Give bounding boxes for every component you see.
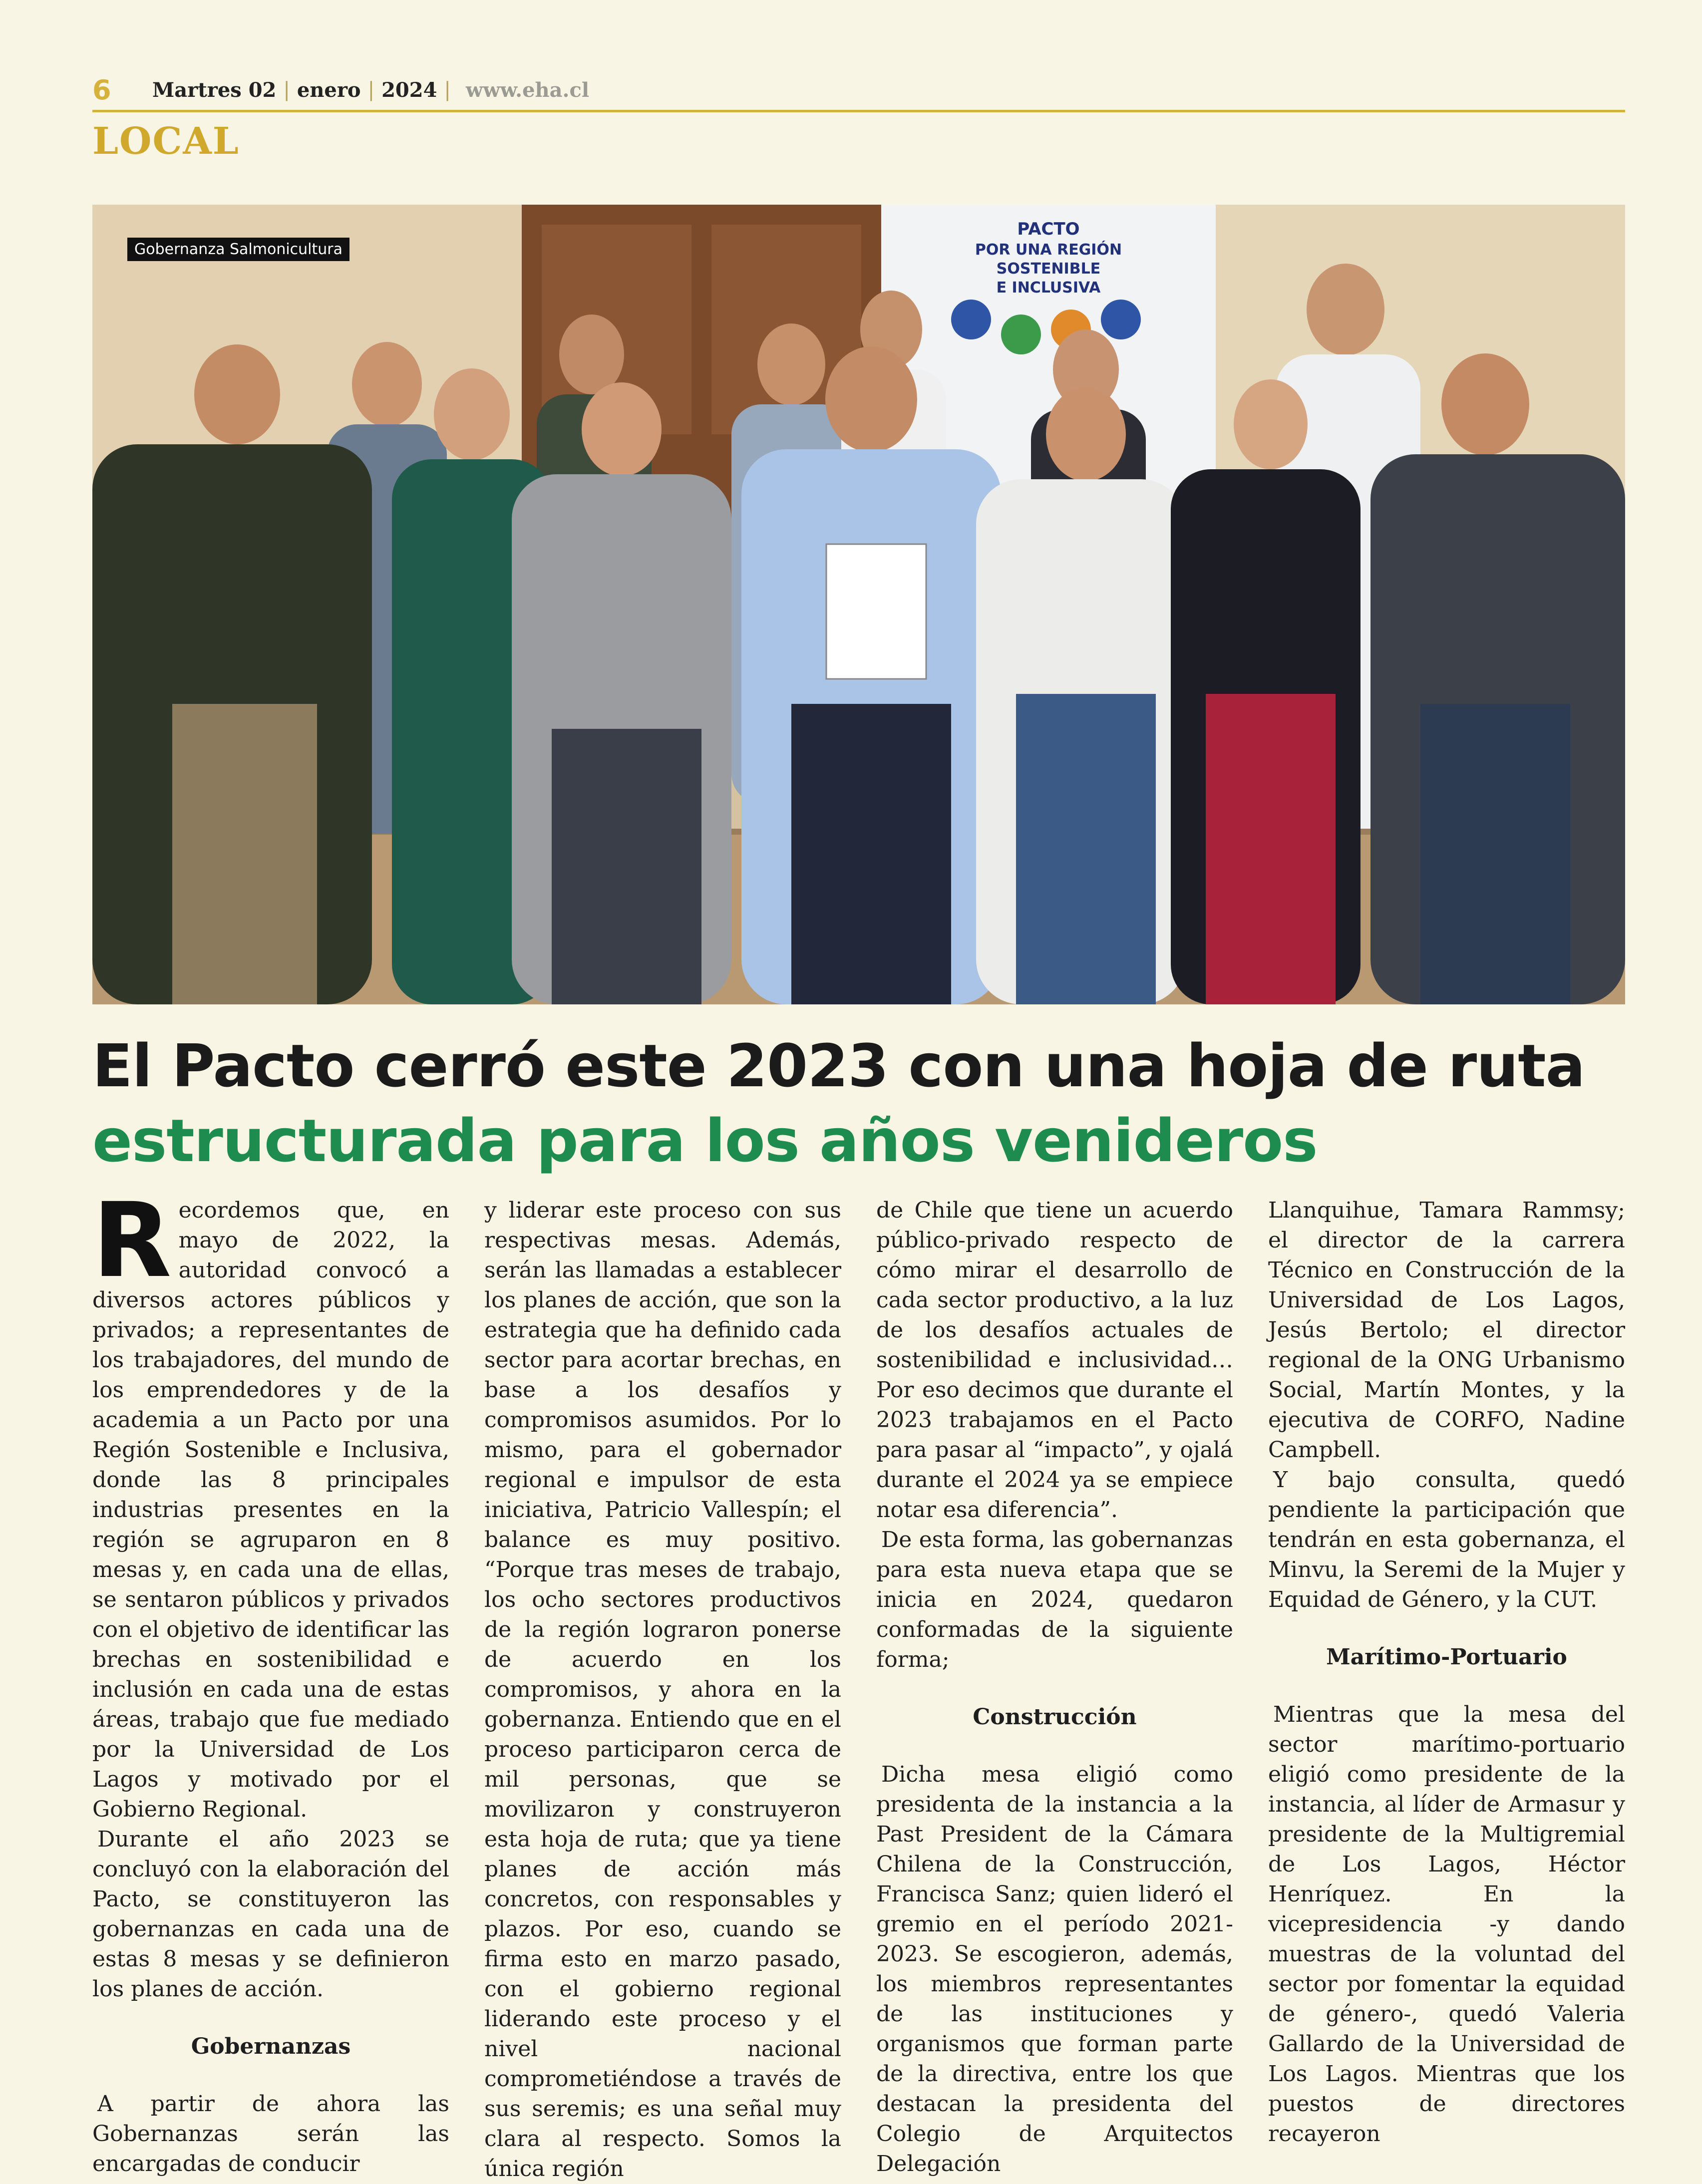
paragraph: De esta forma, las gobernanzas para esta nueva etapa que se inicia en 2024, quedaron conformadas de la siguiente forma; xyxy=(876,1527,1233,1672)
issue-month: enero xyxy=(297,78,361,102)
paragraph: Mientras que la mesa del sector marítimo-portuario eligió como presidente de la instancia, al líder de Armasur y presidente de la Multigremial de Los Lagos, Héctor Henríquez. En la vicepresidencia -y dando muestras de la voluntad del sector por fomentar la equidad de género-, quedó Valeria Gallardo de la Universidad de Los Lagos. Mientras que los puestos de directores recayeron xyxy=(1268,1702,1625,2147)
subheading-construccion: Construcción xyxy=(973,1704,1137,1730)
article-column-1 xyxy=(92,1181,449,2177)
issue-date xyxy=(152,78,451,102)
dropcap: R xyxy=(92,1181,172,1300)
issue-weekday: Martres 02 xyxy=(152,78,277,102)
article-column-2 xyxy=(484,1196,841,2182)
article-column-4 xyxy=(1268,1196,1625,2147)
issue-year: 2024 xyxy=(381,78,437,102)
paragraph: Y bajo consulta, quedó pendiente la participación que tendrán en esta gobernanza, el Minvu, la Seremi de la Mujer y Equidad de Género, y la CUT. xyxy=(1268,1467,1625,1612)
article-body xyxy=(92,1181,1625,2182)
signed-document xyxy=(826,544,926,679)
paragraph: Dicha mesa eligió como presidenta de la instancia a la Past President de la Cámara Chilena de la Construcción, Francisca Sanz; quien lideró el gremio en el período 2021-2023. Se escogieron, además, los miembros representantes de las instituciones y organismos que forman parte de la directiva, entre los que destacan la presidenta del Colegio de Arquitectos Delegación xyxy=(876,1762,1233,2177)
headline-line1: El Pacto cerró este 2023 con una hoja de ruta xyxy=(92,1031,1585,1100)
article-column-3 xyxy=(876,1196,1233,2177)
subheading-gobernanzas: Gobernanzas xyxy=(191,2034,351,2059)
page-header xyxy=(92,70,1625,112)
header-separator: | xyxy=(367,78,375,101)
photo-caption: Gobernanza Salmonicultura xyxy=(127,238,349,261)
group-photo-illustration xyxy=(92,205,1625,1004)
paragraph xyxy=(92,1181,449,1825)
subheading-maritimo-portuario: Marítimo-Portuario xyxy=(1326,1644,1567,1670)
group-photo xyxy=(92,205,1625,1004)
headline-line2: estructurada para los años venideros xyxy=(92,1106,1318,1175)
banner-line2: POR UNA REGIÓN xyxy=(975,241,1122,259)
banner-line4: E INCLUSIVA xyxy=(996,279,1101,297)
paragraph: de Chile que tiene un acuerdo público-privado respecto de cómo mirar el desarrollo de cada sector productivo, a la luz de los desafíos actuales de sostenibilidad e inclusividad… Por eso decimos que durante el 2023 trabajamos en el Pacto para pasar al “impacto”, y ojalá durante el 2024 ya se empiece notar esa diferencia”. xyxy=(876,1198,1233,1523)
paragraph: y liderar este proceso con sus respectivas mesas. Además, serán las llamadas a establecer los planes de acción, que son la estrategia que ha definido cada sector para acortar brechas, en base a los desafíos y compromisos asumidos. Por lo mismo, para el gobernador regional e impulsor de esta iniciativa, Patricio Vallespín; el balance es muy positivo. “Porque tras meses de trabajo, los ocho sectores productivos de la región lograron ponerse de acuerdo en los compromisos, y ahora en la gobernanza. Entiendo que en el proceso participaron cerca de mil personas, que se movilizaron y construyeron esta hoja de ruta; que ya tiene planes de acción más concretos, con responsables y plazos. Por eso, cuando se firma esto en marzo pasado, con el gobierno regional liderando este proceso y el nivel nacional comprometiéndose a través de sus seremis; es una señal muy clara al respecto. Somos la única región xyxy=(484,1198,841,2182)
paragraph: A partir de ahora las Gobernanzas serán las encargadas de conducir xyxy=(92,2091,449,2177)
paragraph: Durante el año 2023 se concluyó con la elaboración del Pacto, se constituyeron las gobernanzas en cada una de estas 8 mesas y se definieron los planes de acción. xyxy=(92,1827,449,2002)
banner-line3: SOSTENIBLE xyxy=(996,260,1101,278)
header-separator: | xyxy=(444,78,451,101)
section-label: LOCAL xyxy=(92,120,240,163)
page-number: 6 xyxy=(92,74,111,106)
banner-line1: PACTO xyxy=(1017,219,1080,239)
paragraph: Llanquihue, Tamara Rammsy; el director de la carrera Técnico en Construcción de la Universidad de Los Lagos, Jesús Bertolo; el director regional de la ONG Urbanismo Social, Martín Montes, y la ejecutiva de CORFO, Nadine Campbell. xyxy=(1268,1198,1625,1463)
site-url[interactable]: www.eha.cl xyxy=(465,78,590,102)
paragraph-text: ecordemos que, en mayo de 2022, la autoridad convocó a diversos actores públicos y privados; a representantes de los trabajadores, del mundo de los emprendedores y de la academia a un Pacto por una Región Sostenible e Inclusiva, donde las 8 principales industrias presentes en la región se agruparon en 8 mesas y, en cada una de ellas, se sentaron públicos y privados con el objetivo de identificar las brechas en sostenibilidad e inclusión en cada una de estas áreas, trabajo que fue mediado por la Universidad de Los Lagos y motivado por el Gobierno Regional. xyxy=(92,1198,449,1822)
headline xyxy=(92,1028,1625,1178)
header-separator: | xyxy=(283,78,290,101)
